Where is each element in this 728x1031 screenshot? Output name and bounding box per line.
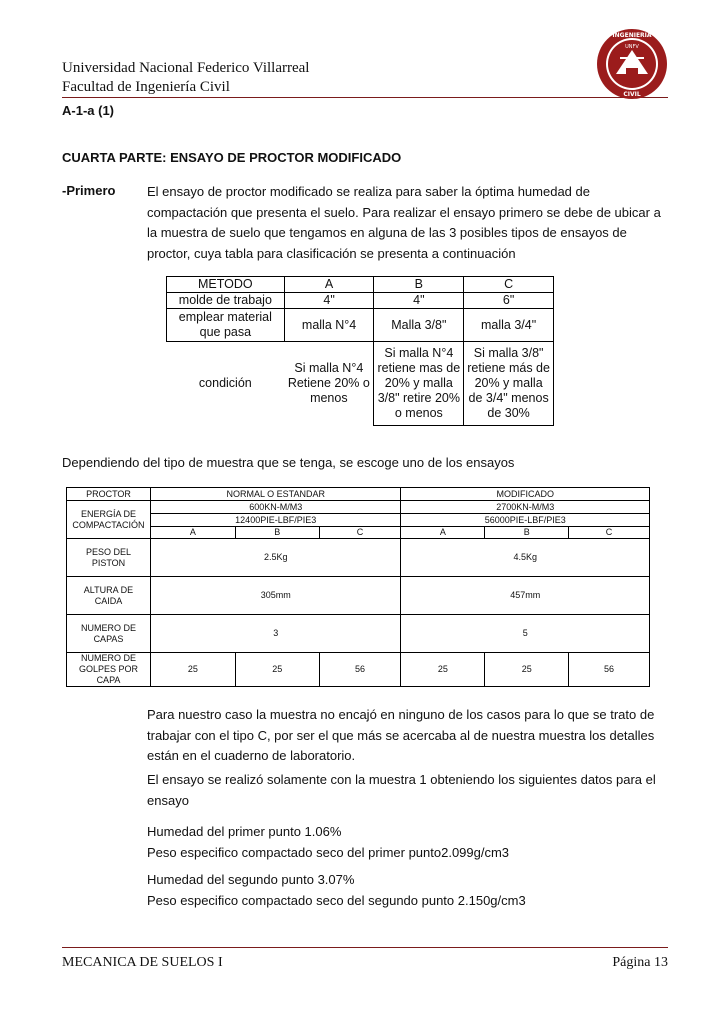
after-table-text: Dependiendo del tipo de muestra que se tenga, se escoge uno de los ensayos: [62, 455, 515, 470]
table-cell: emplear material que pasa: [167, 309, 285, 342]
table-row: [167, 277, 554, 293]
method-cell: A: [150, 527, 235, 539]
table-cell: 4": [284, 293, 374, 309]
golpes-label: NUMERO DE GOLPES POR CAPA: [67, 653, 151, 687]
table-row: [67, 653, 650, 687]
method-cell: C: [569, 527, 650, 539]
svg-text:UNFV: UNFV: [625, 44, 639, 50]
step-label: -Primero: [62, 183, 116, 198]
peso-mod: 4.5Kg: [401, 539, 650, 577]
table-cell: Malla 3/8": [374, 309, 464, 342]
svg-text:INGENIERIA: INGENIERIA: [612, 32, 652, 39]
normal-energy-1: 600KN-M/M3: [150, 501, 400, 514]
second-point-peso: Peso especifico compactado seco del segundo punto 2.150g/cm3: [147, 892, 526, 908]
table-row: [67, 577, 650, 615]
table-row: [67, 514, 650, 527]
normal-label: NORMAL O ESTANDAR: [150, 488, 400, 501]
mod-energy-1: 2700KN-M/M3: [401, 501, 650, 514]
faculty-name: Facultad de Ingeniería Civil: [62, 79, 230, 95]
proctor-label: PROCTOR: [67, 488, 151, 501]
golpes-cell: 25: [401, 653, 485, 687]
footer-page-number: Página 13: [612, 955, 668, 970]
second-point-humedad: Humedad del segundo punto 3.07%: [147, 872, 355, 887]
footer-rule: [62, 947, 668, 948]
altura-mod: 457mm: [401, 577, 650, 615]
section-title: CUARTA PARTE: ENSAYO DE PROCTOR MODIFICADO: [62, 150, 402, 165]
peso-label: PESO DEL PISTON: [67, 539, 151, 577]
golpes-cell: 56: [569, 653, 650, 687]
method-cell: B: [485, 527, 569, 539]
table-cell: condición: [198, 376, 252, 391]
method-cell: A: [401, 527, 485, 539]
altura-normal: 305mm: [150, 577, 400, 615]
table-cell: 6": [464, 293, 554, 309]
altura-label: ALTURA DE CAIDA: [67, 577, 151, 615]
header-rule: [62, 97, 668, 98]
table-row: [67, 527, 650, 539]
mod-energy-2: 56000PIE-LBF/PIE3: [401, 514, 650, 527]
first-point-data: [147, 822, 667, 863]
intro-paragraph: El ensayo de proctor modificado se realiza para saber la óptima humedad de compactación que presenta el suelo. Para realizar el ensayo primero se debe de ubicar a la muestra de suelo que tengamos en alguna de las 3 posibles tipos de ensayos de proctor, cuya tabla para clasificación se presenta a continuación: [147, 184, 661, 261]
table-row: [167, 309, 554, 342]
table-cell: molde de trabajo: [167, 293, 285, 309]
method-cell: C: [319, 527, 401, 539]
table-row: [67, 488, 650, 501]
paragraph-3: El ensayo se realizó solamente con la muestra 1 obteniendo los siguientes datos para el ensayo: [147, 772, 656, 808]
table-row: [67, 501, 650, 514]
table-row: [67, 539, 650, 577]
golpes-cell: 25: [485, 653, 569, 687]
first-point-peso: Peso especifico compactado seco del primer punto2.099g/cm3: [147, 844, 510, 860]
proctor-methods-table: [166, 276, 554, 426]
capas-normal: 3: [150, 615, 400, 653]
table-row: [67, 615, 650, 653]
first-point-humedad: Humedad del primer punto 1.06%: [147, 824, 342, 839]
table-cell: Si malla N°4 retiene mas de 20% y malla 3/8" retire 20% o menos: [374, 342, 464, 426]
university-name: Universidad Nacional Federico Villarreal: [62, 60, 310, 76]
footer-course: MECANICA DE SUELOS I: [62, 955, 223, 970]
peso-normal: 2.5Kg: [150, 539, 400, 577]
normal-energy-2: 12400PIE-LBF/PIE3: [150, 514, 400, 527]
capas-mod: 5: [401, 615, 650, 653]
table-cell: Si malla N°4 Retiene 20% o menos: [287, 361, 370, 406]
table-row: [167, 293, 554, 309]
table-header-cell: C: [464, 277, 554, 293]
table-cell: malla 3/4": [464, 309, 554, 342]
modificado-label: MODIFICADO: [401, 488, 650, 501]
paragraph-2: Para nuestro caso la muestra no encajó en ninguno de los casos para lo que se trato de trabajar con el tipo C, por ser el que más se acercaba al de nuestra muestra los detalles están en el cuaderno de laboratorio.: [147, 707, 655, 763]
golpes-cell: 25: [150, 653, 235, 687]
second-point-data: [147, 870, 667, 911]
golpes-cell: 56: [319, 653, 401, 687]
table-cell: 4": [374, 293, 464, 309]
table-row: [167, 342, 554, 426]
svg-text:CIVIL: CIVIL: [623, 91, 641, 98]
golpes-cell: 25: [235, 653, 319, 687]
energia-label: ENERGÍA DE COMPACTACIÓN: [67, 501, 151, 539]
faculty-seal-logo: [596, 28, 668, 100]
table-header-cell: METODO: [167, 277, 285, 293]
capas-label: NUMERO DE CAPAS: [67, 615, 151, 653]
method-cell: B: [235, 527, 319, 539]
table-cell: malla N°4: [284, 309, 374, 342]
table-header-cell: A: [284, 277, 374, 293]
table-cell: Si malla 3/8" retiene más de 20% y malla de 3/4" menos de 30%: [464, 342, 554, 426]
table-header-cell: B: [374, 277, 464, 293]
proctor-comparison-table: [66, 487, 650, 687]
document-code: A-1-a (1): [62, 103, 115, 118]
